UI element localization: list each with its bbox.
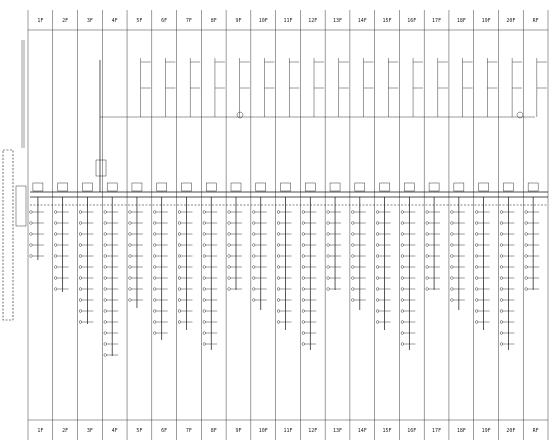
outlet-node — [153, 277, 156, 280]
outlet-node — [376, 255, 379, 258]
outlet-node — [54, 266, 57, 269]
outlet-node — [203, 277, 206, 280]
outlet-node — [203, 343, 206, 346]
floor-label-top: 14F — [357, 18, 367, 24]
outlet-node — [153, 222, 156, 225]
outlet-node — [401, 332, 404, 335]
outlet-node — [376, 288, 379, 291]
outlet-node — [178, 299, 181, 302]
outlet-node — [79, 299, 82, 302]
outlet-node — [277, 211, 280, 214]
outlet-node — [79, 211, 82, 214]
outlet-node — [451, 288, 454, 291]
junction-box — [157, 183, 167, 191]
outlet-node — [475, 255, 478, 258]
outlet-node — [500, 321, 503, 324]
outlet-node — [203, 332, 206, 335]
outlet-node — [277, 288, 280, 291]
outlet-node — [129, 266, 132, 269]
outlet-node — [500, 255, 503, 258]
outlet-node — [153, 244, 156, 247]
outlet-node — [451, 233, 454, 236]
outlet-node — [401, 266, 404, 269]
outlet-node — [228, 277, 231, 280]
outlet-node — [178, 255, 181, 258]
outlet-node — [376, 233, 379, 236]
outlet-node — [104, 222, 107, 225]
floor-label-top: 9F — [235, 18, 242, 24]
outlet-node — [178, 321, 181, 324]
outlet-node — [401, 222, 404, 225]
outlet-node — [525, 211, 528, 214]
outlet-node — [129, 299, 132, 302]
floor-label-top: RF — [532, 18, 539, 24]
outlet-node — [451, 222, 454, 225]
floor-label-bottom: 12F — [308, 428, 318, 434]
outlet-node — [525, 244, 528, 247]
floor-label-top: 20F — [506, 18, 516, 24]
outlet-node — [104, 332, 107, 335]
outlet-node — [401, 343, 404, 346]
outlet-node — [475, 266, 478, 269]
outlet-node — [376, 244, 379, 247]
outlet-node — [401, 299, 404, 302]
outlet-node — [178, 310, 181, 313]
outlet-node — [129, 233, 132, 236]
junction-box — [404, 183, 414, 191]
outlet-node — [302, 266, 305, 269]
floor-label-bottom: 1F — [37, 428, 44, 434]
outlet-node — [252, 266, 255, 269]
outlet-node — [327, 255, 330, 258]
outlet-node — [277, 299, 280, 302]
outlet-node — [252, 222, 255, 225]
outlet-node — [451, 211, 454, 214]
outlet-node — [302, 233, 305, 236]
floor-label-bottom: 18F — [456, 428, 466, 434]
outlet-node — [500, 310, 503, 313]
outlet-node — [401, 211, 404, 214]
floor-label-top: 17F — [432, 18, 442, 24]
junction-box — [82, 183, 92, 191]
junction-box — [206, 183, 216, 191]
outlet-node — [302, 299, 305, 302]
outlet-node — [500, 211, 503, 214]
junction-box — [256, 183, 266, 191]
outlet-node — [426, 277, 429, 280]
outlet-node — [252, 244, 255, 247]
outlet-node — [277, 244, 280, 247]
outlet-node — [327, 244, 330, 247]
floor-label-bottom: 20F — [506, 428, 516, 434]
outlet-node — [475, 233, 478, 236]
outlet-node — [475, 321, 478, 324]
outlet-node — [401, 255, 404, 258]
outlet-node — [252, 233, 255, 236]
outlet-node — [500, 244, 503, 247]
floor-columns — [28, 10, 548, 440]
outlet-node — [203, 255, 206, 258]
outlet-node — [451, 266, 454, 269]
floor-label-top: 11F — [283, 18, 293, 24]
outlet-node — [352, 233, 355, 236]
outlet-node — [525, 233, 528, 236]
outlet-node — [451, 277, 454, 280]
outlet-node — [252, 288, 255, 291]
outlet-node — [302, 277, 305, 280]
junction-box — [429, 183, 439, 191]
left-legend-box — [3, 150, 13, 320]
outlet-node — [376, 277, 379, 280]
outlet-node — [153, 299, 156, 302]
outlet-node — [104, 266, 107, 269]
outlet-node — [104, 233, 107, 236]
outlet-node — [153, 266, 156, 269]
floor-label-top: 19F — [481, 18, 491, 24]
outlet-node — [153, 233, 156, 236]
outlet-node — [475, 244, 478, 247]
outlet-node — [79, 222, 82, 225]
floor-label-top: 8F — [210, 18, 217, 24]
junction-box — [305, 183, 315, 191]
floor-label-bottom: 10F — [258, 428, 268, 434]
outlet-node — [327, 222, 330, 225]
outlet-node — [352, 277, 355, 280]
top-floor-labels — [37, 18, 538, 24]
floor-label-top: 16F — [407, 18, 417, 24]
floor-label-bottom: 11F — [283, 428, 293, 434]
left-title-block — [16, 40, 26, 226]
outlet-node — [376, 321, 379, 324]
outlet-node — [203, 211, 206, 214]
outlet-node — [153, 321, 156, 324]
junction-box — [132, 183, 142, 191]
floor-label-top: 12F — [308, 18, 318, 24]
outlet-node — [54, 288, 57, 291]
main-panel — [96, 160, 106, 176]
outlet-node — [252, 255, 255, 258]
junction-box — [281, 183, 291, 191]
outlet-node — [203, 310, 206, 313]
outlet-node — [79, 233, 82, 236]
outlet-node — [153, 288, 156, 291]
outlet-node — [500, 332, 503, 335]
floor-label-top: 2F — [62, 18, 69, 24]
junction-box — [454, 183, 464, 191]
floor-label-bottom: 14F — [357, 428, 367, 434]
junction-box — [380, 183, 390, 191]
outlet-node — [79, 255, 82, 258]
outlet-node — [475, 222, 478, 225]
junction-box — [33, 183, 43, 191]
outlet-node — [54, 244, 57, 247]
outlet-node — [426, 222, 429, 225]
outlet-node — [30, 211, 33, 214]
outlet-node — [203, 266, 206, 269]
outlet-node — [203, 321, 206, 324]
outlet-node — [178, 222, 181, 225]
outlet-node — [525, 266, 528, 269]
outlet-node — [302, 343, 305, 346]
floor-label-bottom: 2F — [62, 428, 69, 434]
floor-label-top: 13F — [333, 18, 343, 24]
outlet-node — [500, 277, 503, 280]
outlet-node — [302, 255, 305, 258]
outlet-node — [500, 266, 503, 269]
outlet-node — [327, 266, 330, 269]
floor-label-bottom: RF — [532, 428, 539, 434]
bottom-floor-labels — [37, 428, 538, 434]
floor-label-bottom: 19F — [481, 428, 491, 434]
outlet-node — [352, 299, 355, 302]
junction-box — [355, 183, 365, 191]
outlet-node — [376, 266, 379, 269]
outlet-node — [79, 310, 82, 313]
outlet-node — [277, 266, 280, 269]
outlet-node — [178, 266, 181, 269]
outlet-node — [104, 354, 107, 357]
upper-branches — [96, 58, 547, 192]
outlet-node — [104, 343, 107, 346]
outlet-node — [426, 244, 429, 247]
outlet-node — [79, 244, 82, 247]
junction-box — [107, 183, 117, 191]
outlet-node — [302, 310, 305, 313]
outlet-node — [277, 321, 280, 324]
outlet-node — [54, 222, 57, 225]
floor-label-top: 10F — [258, 18, 268, 24]
floor-label-bottom: 16F — [407, 428, 417, 434]
floor-label-bottom: 7F — [185, 428, 192, 434]
outlet-node — [302, 222, 305, 225]
outlet-node — [104, 255, 107, 258]
outlet-node — [203, 244, 206, 247]
floor-label-top: 15F — [382, 18, 392, 24]
outlet-node — [54, 211, 57, 214]
outlet-node — [30, 255, 33, 258]
outlet-node — [178, 288, 181, 291]
outlet-node — [129, 255, 132, 258]
outlet-node — [277, 233, 280, 236]
outlet-node — [178, 211, 181, 214]
outlet-node — [129, 288, 132, 291]
outlet-node — [525, 277, 528, 280]
outlet-node — [525, 288, 528, 291]
outlet-node — [426, 233, 429, 236]
outlet-node — [352, 266, 355, 269]
outlet-node — [401, 321, 404, 324]
outlet-node — [178, 277, 181, 280]
outlet-node — [475, 277, 478, 280]
riser-branches — [30, 183, 540, 356]
outlet-node — [153, 211, 156, 214]
outlet-node — [401, 244, 404, 247]
outlet-node — [178, 244, 181, 247]
outlet-node — [500, 233, 503, 236]
outlet-node — [30, 222, 33, 225]
outlet-node — [302, 332, 305, 335]
outlet-node — [228, 211, 231, 214]
outlet-node — [104, 310, 107, 313]
floor-label-top: 7F — [185, 18, 192, 24]
junction-box — [503, 183, 513, 191]
outlet-node — [104, 299, 107, 302]
outlet-node — [500, 343, 503, 346]
outlet-node — [129, 211, 132, 214]
outlet-node — [352, 211, 355, 214]
floor-label-bottom: 3F — [86, 428, 93, 434]
floor-label-top: 1F — [37, 18, 44, 24]
floor-label-bottom: 4F — [111, 428, 118, 434]
outlet-node — [79, 277, 82, 280]
outlet-node — [129, 244, 132, 247]
outlet-node — [451, 244, 454, 247]
outlet-node — [228, 255, 231, 258]
outlet-node — [475, 211, 478, 214]
outlet-node — [30, 244, 33, 247]
outlet-node — [228, 233, 231, 236]
outlet-node — [327, 277, 330, 280]
junction-box — [330, 183, 340, 191]
outlet-node — [228, 266, 231, 269]
floor-label-bottom: 15F — [382, 428, 392, 434]
outlet-node — [451, 299, 454, 302]
outlet-node — [401, 310, 404, 313]
outlet-node — [327, 211, 330, 214]
floor-label-top: 5F — [136, 18, 143, 24]
floor-label-bottom: 9F — [235, 428, 242, 434]
outlet-node — [54, 255, 57, 258]
floor-label-bottom: 17F — [432, 428, 442, 434]
outlet-node — [129, 222, 132, 225]
outlet-node — [79, 321, 82, 324]
outlet-node — [153, 332, 156, 335]
outlet-node — [451, 255, 454, 258]
outlet-node — [475, 288, 478, 291]
outlet-node — [401, 277, 404, 280]
outlet-node — [203, 222, 206, 225]
junction-box — [479, 183, 489, 191]
outlet-node — [426, 288, 429, 291]
floor-label-bottom: 13F — [333, 428, 343, 434]
outlet-node — [79, 288, 82, 291]
main-bus — [30, 117, 548, 205]
outlet-node — [228, 288, 231, 291]
outlet-node — [104, 288, 107, 291]
outlet-node — [104, 244, 107, 247]
outlet-node — [277, 222, 280, 225]
outlet-node — [426, 255, 429, 258]
outlet-node — [203, 299, 206, 302]
outlet-node — [153, 310, 156, 313]
outlet-node — [104, 211, 107, 214]
outlet-node — [352, 288, 355, 291]
junction-box — [231, 183, 241, 191]
outlet-node — [302, 244, 305, 247]
outlet-node — [277, 255, 280, 258]
outlet-node — [426, 211, 429, 214]
outlet-node — [376, 211, 379, 214]
outlet-node — [327, 288, 330, 291]
outlet-node — [376, 299, 379, 302]
floor-label-bottom: 6F — [161, 428, 168, 434]
outlet-node — [228, 244, 231, 247]
junction-box — [528, 183, 538, 191]
floor-label-top: 3F — [86, 18, 93, 24]
floor-label-top: 18F — [456, 18, 466, 24]
outlet-node — [104, 321, 107, 324]
outlet-node — [302, 211, 305, 214]
outlet-node — [79, 266, 82, 269]
outlet-node — [475, 299, 478, 302]
outlet-node — [376, 310, 379, 313]
outlet-node — [327, 233, 330, 236]
junction-box — [58, 183, 68, 191]
outlet-node — [54, 233, 57, 236]
outlet-node — [277, 310, 280, 313]
junction-box — [181, 183, 191, 191]
outlet-node — [252, 299, 255, 302]
outlet-node — [426, 266, 429, 269]
outlet-node — [252, 277, 255, 280]
floor-label-bottom: 5F — [136, 428, 143, 434]
floor-label-top: 6F — [161, 18, 168, 24]
outlet-node — [500, 288, 503, 291]
outlet-node — [376, 222, 379, 225]
outlet-node — [203, 288, 206, 291]
floor-label-bottom: 8F — [210, 428, 217, 434]
outlet-node — [203, 233, 206, 236]
outlet-node — [30, 233, 33, 236]
outlet-node — [129, 277, 132, 280]
outlet-node — [500, 299, 503, 302]
outlet-node — [475, 310, 478, 313]
outlet-node — [401, 288, 404, 291]
outlet-node — [500, 222, 503, 225]
outlet-node — [104, 277, 107, 280]
outlet-node — [277, 277, 280, 280]
outlet-node — [302, 288, 305, 291]
outlet-node — [302, 321, 305, 324]
outlet-node — [352, 244, 355, 247]
outlet-node — [352, 222, 355, 225]
outlet-node — [352, 255, 355, 258]
outlet-node — [252, 211, 255, 214]
outlet-node — [54, 277, 57, 280]
outlet-node — [228, 222, 231, 225]
outlet-node — [153, 255, 156, 258]
outlet-node — [178, 233, 181, 236]
outlet-node — [525, 222, 528, 225]
outlet-node — [525, 255, 528, 258]
floor-label-top: 4F — [111, 18, 118, 24]
outlet-node — [401, 233, 404, 236]
